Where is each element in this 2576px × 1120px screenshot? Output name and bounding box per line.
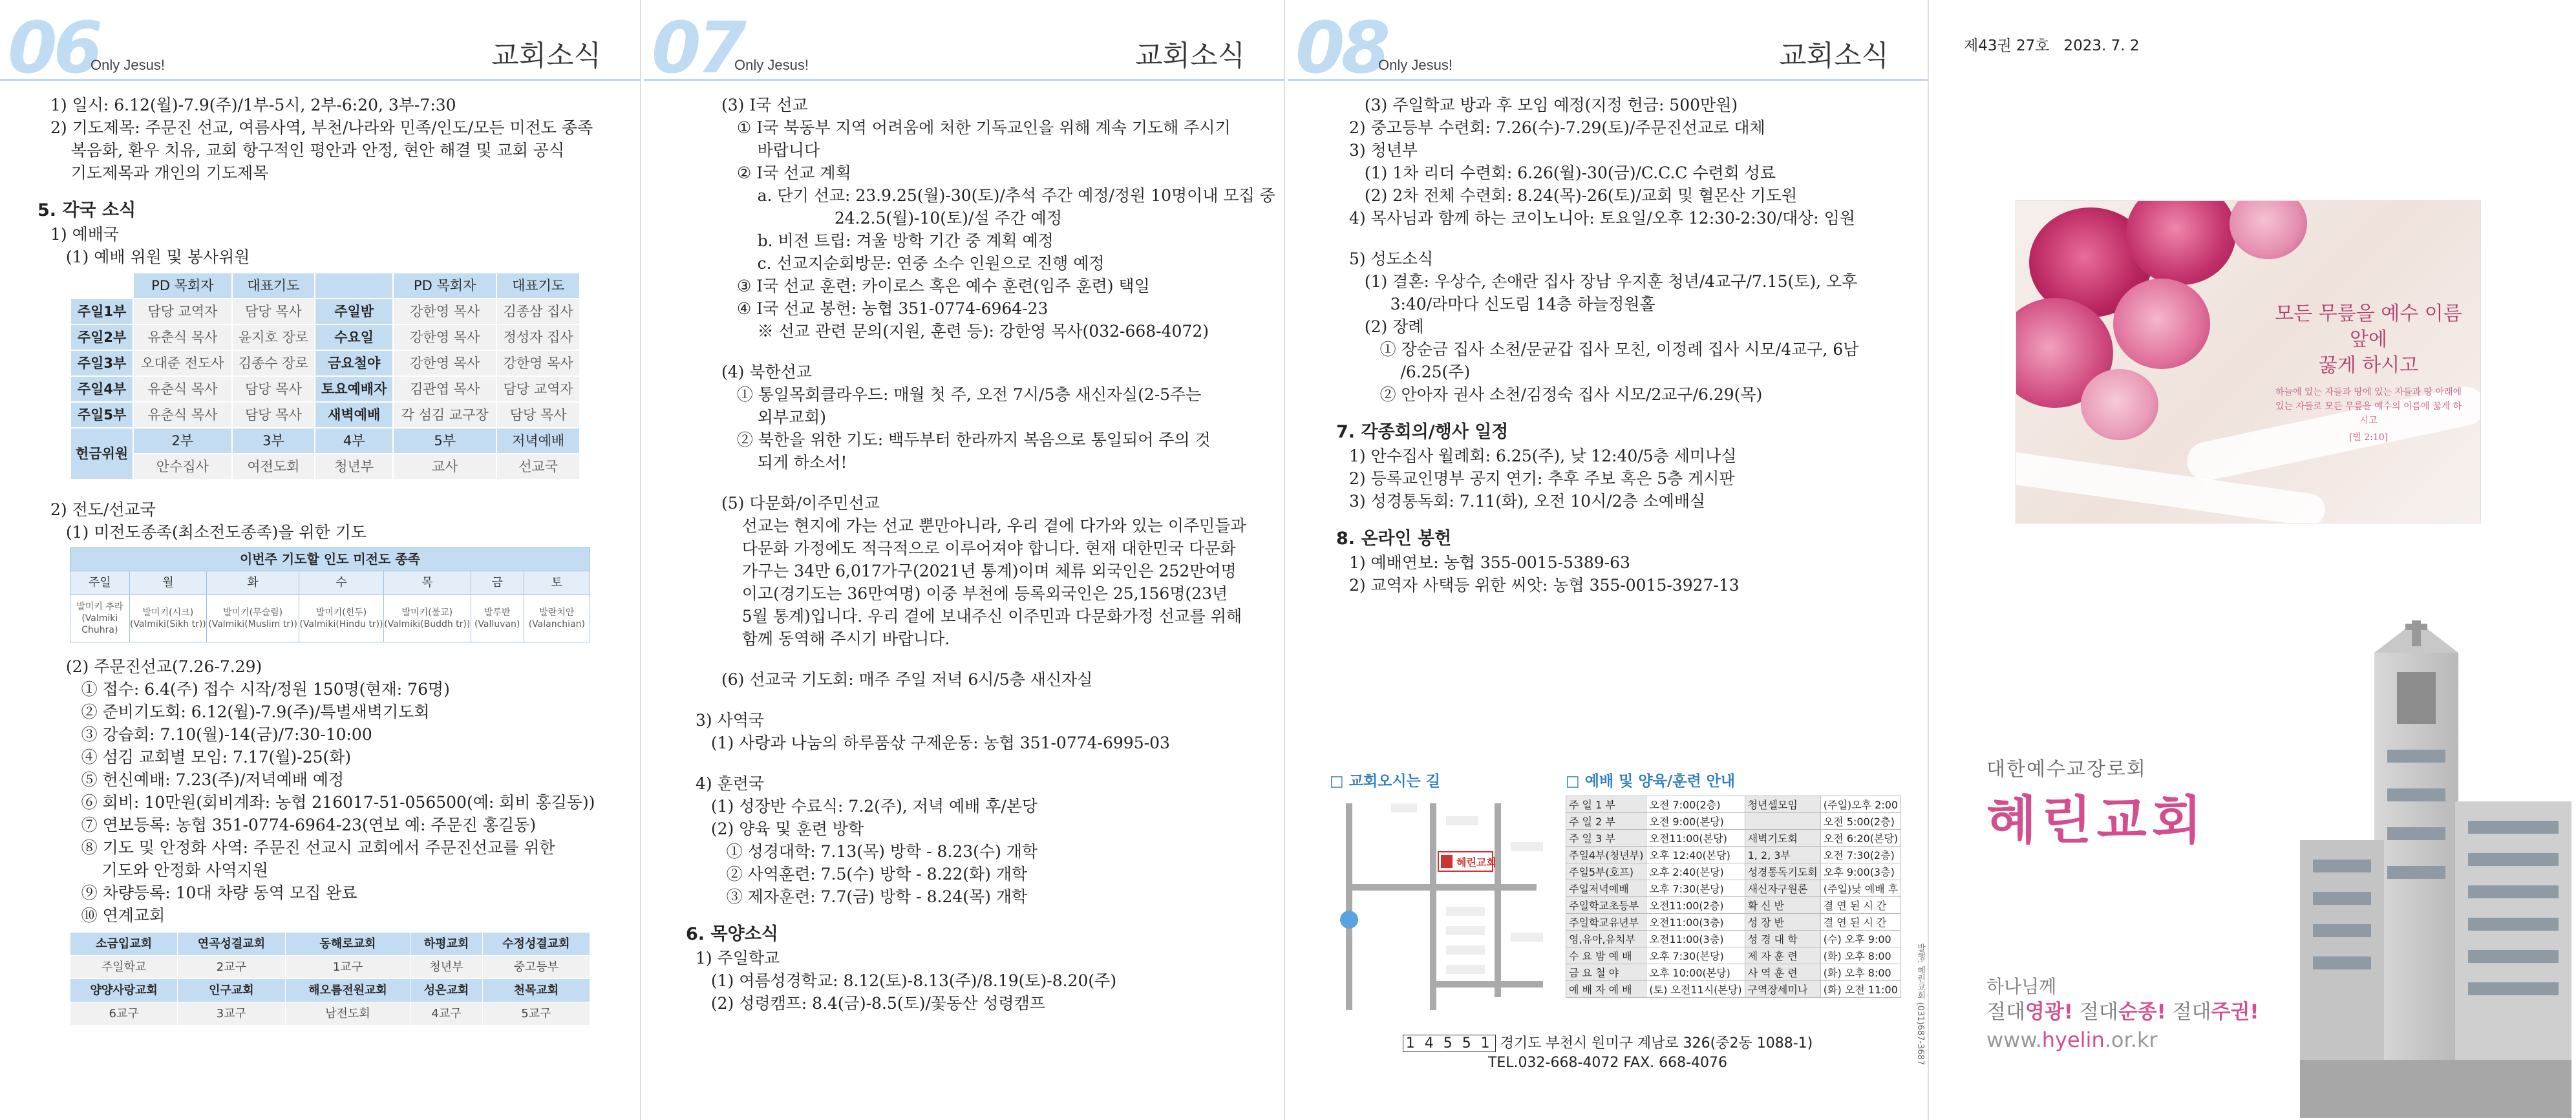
page-number: 08: [1295, 6, 1387, 89]
table-cell: 선교국: [496, 454, 580, 480]
table-cell: 연곡성결교회: [178, 933, 285, 956]
text-line: ② 북한을 위한 기도: 백두부터 한라까지 복음으로 통일되어 주의 것: [721, 430, 1211, 449]
text-line: ③ 제자훈련: 7.7(금) 방학 - 8.24(목) 개학: [696, 887, 1028, 906]
table-cell: 3교구: [178, 1002, 285, 1026]
address-line: 경기도 부천시 원미구 계남로 326(중2동 1088-1): [1500, 1035, 1813, 1051]
table-row: [70, 454, 580, 480]
page-number: 06: [8, 6, 100, 89]
table-cell: 교사: [393, 454, 496, 480]
cover-photo: [2016, 200, 2481, 523]
page-08: [1288, 0, 1929, 1120]
table-cell: 중고등부: [482, 956, 590, 979]
table-cell: 담당 목사: [496, 402, 580, 428]
table-header: 수: [299, 571, 384, 595]
section-heading: 6. 목양소식: [686, 924, 778, 944]
partner-church-table: [70, 932, 590, 1026]
text-line: 4) 훈련국: [696, 774, 765, 793]
row-label: 주일2부: [70, 324, 133, 350]
table-header: 토: [524, 571, 590, 595]
text-line: ③ I국 선교 훈련: 카이로스 혹은 예수 훈련(임주 훈련) 택일: [721, 277, 1150, 295]
schedule-row: [1566, 796, 1901, 813]
publisher-note: 발행: 혜린교회 (031)687-3687: [1915, 944, 1925, 1066]
text-line: 바랍니다: [721, 141, 820, 160]
schedule-cell: 오후 2:40(본당): [1646, 863, 1745, 880]
schedule-cell: 주 일 1 부: [1566, 796, 1646, 813]
page-07: [644, 0, 1285, 1120]
text-line: 5) 성도소식: [1349, 249, 1434, 268]
schedule-cell: 새신자구원론: [1745, 880, 1820, 897]
website-link[interactable]: [1986, 1028, 2158, 1052]
text-line: ④ I국 선교 봉헌: 농협 351-0774-6964-23: [721, 299, 1048, 318]
text-line: (6) 선교국 기도회: 매주 주일 저녁 6시/5층 새신자실: [721, 670, 1093, 689]
schedule-cell: (화) 오후 8:00: [1820, 964, 1900, 981]
row-label: 수요일: [315, 324, 393, 350]
table-header: 금: [471, 571, 524, 595]
schedule-cell: 오전 7:30(2층): [1820, 847, 1900, 863]
unreached-people-table: [70, 547, 590, 642]
schedule-row: [1566, 880, 1901, 897]
schedule-cell: 영,유아,유치부: [1566, 931, 1646, 947]
table-cell: 강한영 목사: [393, 324, 496, 350]
table-cell: 담당 목사: [232, 402, 315, 428]
text-line: ② I국 선교 계획: [721, 164, 851, 182]
slogan-word: 절대: [1986, 1000, 2025, 1024]
text-line: (2) 2차 전체 수련회: 8.24(목)-26(토)/교회 및 혈몬산 기도원: [1349, 186, 1798, 205]
schedule-cell: 오후 12:40(본당): [1646, 847, 1745, 863]
schedule-cell: (토) 오전11시(본당): [1646, 981, 1745, 998]
text-line: ③ 강습회: 7.10(월)-14(금)/7:30-10:00: [50, 725, 372, 744]
schedule-cell: [1745, 813, 1820, 830]
table-cell: 발미키(무슬림)(Valmiki(Muslim tr)): [207, 595, 299, 642]
church-name: 혜린교회: [1986, 790, 2208, 851]
cover-page: [1932, 0, 2576, 1120]
slogan-emphasis: 주권!: [2211, 1000, 2259, 1024]
text-line: (1) 예배 위원 및 봉사위원: [50, 248, 250, 266]
schedule-cell: 주일학교유년부: [1566, 914, 1646, 931]
table-header: 월: [129, 571, 207, 595]
schedule-cell: 오후 7:30(본당): [1646, 880, 1745, 897]
table-cell: 인구교회: [178, 979, 285, 1002]
schedule-cell: 오전11:00(2층): [1646, 897, 1745, 914]
schedule-cell: (주일)낮 예배 후: [1820, 880, 1900, 897]
text-line: (1) 1차 리더 수련회: 6.26(월)-30(금)/C.C.C 수련회 성료: [1349, 164, 1776, 182]
table-header: PD 목회자: [393, 273, 496, 299]
table-cell: 유춘식 목사: [133, 324, 231, 350]
text-line: /6.25(주): [1349, 363, 1471, 381]
schedule-cell: 예 배 자 예 배: [1566, 981, 1646, 998]
text-line: (3) I국 선교: [721, 96, 808, 114]
text-line: 가구는 34만 6,017가구(2021년 통계)이며 체류 외국인은 252만여명: [721, 562, 1237, 580]
text-line: 2) 등록교인명부 공지 연기: 추후 주보 혹은 5층 게시판: [1349, 469, 1735, 488]
text-line: ② 안아자 권사 소천/김정숙 집사 시모/2교구/6.29(목): [1349, 385, 1763, 404]
schedule-cell: (주일)오후 2:00: [1820, 796, 1900, 813]
text-line: (1) 여름성경학교: 8.12(토)-8.13(주)/8.19(토)-8.20(주): [696, 971, 1117, 990]
schedule-cell: 새벽기도회: [1745, 830, 1820, 847]
zip-code: 1 4 5 5 1: [1403, 1035, 1496, 1052]
text-line: (1) 사랑과 나눔의 하루품삯 구제운동: 농협 351-0774-6995-03: [696, 734, 1170, 752]
schedule-row: [1566, 897, 1901, 914]
schedule-row: [1566, 931, 1901, 947]
table-cell: 강한영 목사: [496, 350, 580, 376]
table-cell: 해오름전원교회: [285, 979, 410, 1002]
schedule-row: [1566, 964, 1901, 981]
verse-body: 하늘에 있는 자들과 땅에 있는 자들과 땅 아래에 있는 자들로 모든 무릎을 예수의 이름에 꿇게 하시고: [2275, 387, 2462, 426]
table-cell: 동해로교회: [285, 933, 410, 956]
table-cell: 남전도회: [285, 1002, 410, 1026]
schedule-cell: 주 일 2 부: [1566, 813, 1646, 830]
text-line: ② 준비기도회: 6.12(월)-7.9(주)/특별새벽기도회: [50, 703, 430, 721]
table-cell: 발루반(Valluvan): [471, 595, 524, 642]
schedule-cell: 결 연 된 시 간: [1820, 914, 1900, 931]
text-line: ⑤ 헌신예배: 7.23(주)/저녁예배 예정: [50, 770, 345, 789]
text-line: 이고(경기도는 36만여명) 이중 부천에 등록외국인은 25,156명(23년: [721, 584, 1228, 603]
text-line: ※ 선교 관련 문의(지원, 훈련 등): 강한영 목사(032-668-4072): [721, 322, 1209, 341]
text-line: ① 성경대학: 7.13(목) 방학 - 8.23(수) 개학: [696, 842, 1038, 861]
table-cell: 담당 목사: [232, 376, 315, 402]
schedule-cell: 오후 7:30(본당): [1646, 947, 1745, 964]
schedule-row: [1566, 830, 1901, 847]
verse-line1: 모든 무릎을 예수 이름 앞에: [2275, 302, 2462, 351]
table-cell: 6교구: [70, 1002, 178, 1026]
text-line: (1) 미전도종족(최소전도종족)을 위한 기도: [50, 523, 367, 542]
page-title: 교회소식: [1778, 39, 1889, 72]
text-line: 2) 기도제목: 주문진 선교, 여름사역, 부천/나라와 민족/인도/모든 미전도 종족: [50, 118, 593, 137]
verse-reference: [빌 2:10]: [2348, 432, 2389, 443]
slogan-word: 절대: [2079, 1000, 2118, 1024]
worship-committee-table: [70, 272, 580, 480]
slogan-line2: [1986, 995, 2259, 1024]
table-cell: 발미키 추라(Valmiki Chuhra): [70, 595, 130, 642]
table-cell: 소금입교회: [70, 933, 178, 956]
text-line: 3) 성경통독회: 7.11(화), 오전 10시/2층 소예배실: [1349, 492, 1706, 511]
schedule-cell: 성 경 대 학: [1745, 931, 1820, 947]
text-line: (2) 주문진선교(7.26-7.29): [50, 657, 262, 676]
schedule-cell: 금 요 철 야: [1566, 964, 1646, 981]
page-06: [0, 0, 641, 1120]
page-body: [644, 94, 1284, 1015]
page-body: [0, 94, 640, 1026]
page-number: 07: [652, 6, 743, 89]
schedule-cell: 주일5부(호프): [1566, 863, 1646, 880]
church-address: [1288, 1034, 1928, 1073]
table-row: [70, 402, 580, 428]
text-line: ① 장순금 집사 소천/문균갑 집사 모친, 이정례 집사 시모/4교구, 6남: [1349, 340, 1859, 359]
text-line: 1) 안수집사 월례회: 6.25(주), 낮 12:40/5층 세미나실: [1349, 447, 1737, 465]
schedule-row: [1566, 914, 1901, 931]
row-label: 금요철야: [315, 350, 393, 376]
map-church-label: 혜린교회: [1456, 856, 1496, 869]
table-header: 목: [383, 571, 471, 595]
schedule-cell: 구역장세미나: [1745, 981, 1820, 998]
schedule-cell: 결 연 된 시 간: [1820, 897, 1900, 914]
table-caption: 이번주 기도할 인도 미전도 종족: [70, 548, 590, 571]
schedule-cell: 성 장 반: [1745, 914, 1820, 931]
table-row: [70, 324, 580, 350]
denomination: 대한예수교장로회: [1986, 758, 2147, 781]
schedule-cell: 1, 2, 3부: [1745, 847, 1820, 863]
text-line: (3) 주일학교 방과 후 모임 예정(지정 헌금: 500만원): [1349, 96, 1738, 114]
verse-line2: 꿇게 하시고: [2318, 354, 2419, 377]
text-line: 복음화, 환우 치유, 교회 항구적인 평안과 안정, 현안 해결 및 교회 공식: [50, 141, 565, 160]
schedule-row: [1566, 981, 1901, 998]
header-tagline: Only Jesus!: [90, 57, 165, 73]
table-cell: 주일학교: [70, 956, 178, 979]
header-tagline: Only Jesus!: [734, 57, 809, 73]
table-cell: 5부: [393, 428, 496, 454]
map-heading: □ 교회오시는 길: [1330, 773, 1441, 790]
section-heading: 8. 온라인 봉헌: [1336, 529, 1452, 549]
table-cell: 오대준 전도사: [133, 350, 231, 376]
schedule-row: [1566, 947, 1901, 964]
table-cell: 강한영 목사: [393, 299, 496, 324]
worship-schedule: [1566, 769, 1899, 998]
text-line: ⑨ 차량등록: 10대 차량 동역 모집 완료: [50, 883, 357, 902]
text-line: b. 비전 트립: 겨울 방학 기간 중 계획 예정: [721, 231, 1054, 250]
schedule-cell: 사 역 훈 련: [1745, 964, 1820, 981]
text-line: 3) 청년부: [1349, 141, 1418, 160]
text-line: (5) 다문화/이주민선교: [721, 494, 880, 512]
text-line: a. 단기 선교: 23.9.25(월)-30(토)/추석 주간 예정/정원 10명이내 모집 중: [721, 186, 1275, 205]
text-line: (2) 성령캠프: 8.4(금)-8.5(토)/꽃동산 성령캠프: [696, 994, 1045, 1013]
table-cell: 담당 교역자: [133, 299, 231, 324]
table-cell: 담당 목사: [232, 299, 315, 324]
row-label: 토요예배자: [315, 376, 393, 402]
table-cell: 각 섬김 교구장: [393, 402, 496, 428]
slogan-word: 절대: [2172, 1000, 2211, 1024]
table-header: 주일: [70, 571, 130, 595]
text-line: ④ 섬김 교회별 모임: 7.17(월)-25(화): [50, 748, 352, 766]
text-line: ⑦ 연보등록: 농협 351-0774-6964-23(연보 예: 주문진 홍길동): [50, 816, 537, 834]
schedule-row: [1566, 847, 1901, 863]
text-line: 24.2.5(월)-10(토)/설 주간 예정: [721, 209, 1062, 227]
text-line: 다문화 가정에도 적극적으로 이루어져야 합니다. 현재 대한민국 다문화: [721, 539, 1236, 558]
page-header: [0, 0, 640, 89]
table-cell: 2부: [133, 428, 231, 454]
page-title: 교회소식: [491, 39, 601, 72]
text-line: 2) 전도/선교국: [50, 500, 156, 519]
text-line: ⑧ 기도 및 안정화 사역: 주문진 선교시 교회에서 주문진선교를 위한: [50, 838, 555, 857]
table-cell: 성은교회: [410, 979, 482, 1002]
table-cell: 여전도회: [232, 454, 315, 480]
table-cell: 정성자 집사: [496, 324, 580, 350]
text-line: ① I국 북동부 지역 어려움에 처한 기독교인을 위해 계속 기도해 주시기: [721, 118, 1231, 137]
text-line: ② 사역훈련: 7.5(수) 방학 - 8.22(화) 개학: [696, 865, 1028, 883]
table-cell: 청년부: [315, 454, 393, 480]
schedule-cell: 오전 7:00(2층): [1646, 796, 1745, 813]
text-line: 2) 중고등부 수련회: 7.26(수)-7.29(토)/주문진선교로 대체: [1349, 118, 1765, 137]
text-line: 함께 동역해 주시기 바랍니다.: [721, 629, 950, 648]
text-line: 되게 하소서!: [721, 453, 847, 472]
table-cell: 양양사랑교회: [70, 979, 178, 1002]
issue-info: 제43권 27호 2023. 7. 2: [1964, 37, 2140, 54]
table-cell: 윤지호 장로: [232, 324, 315, 350]
table-cell: 발란치안(Valanchian): [524, 595, 590, 642]
slogan-emphasis: 영광!: [2025, 1000, 2073, 1024]
schedule-cell: 주일4부(청년부): [1566, 847, 1646, 863]
table-cell: 5교구: [482, 1002, 590, 1026]
text-line: (2) 양육 및 훈련 방학: [696, 819, 864, 838]
row-label: 헌금위원: [70, 428, 133, 480]
text-line: ⑩ 연계교회: [50, 906, 165, 925]
table-cell: 유춘식 목사: [133, 402, 231, 428]
text-line: 1) 주일학교: [696, 949, 780, 967]
table-cell: 천목교회: [482, 979, 590, 1002]
table-header: [315, 273, 393, 299]
text-line: 기도제목과 개인의 기도제목: [50, 164, 269, 182]
schedule-cell: 주 일 3 부: [1566, 830, 1646, 847]
table-cell: 유춘식 목사: [133, 376, 231, 402]
web-domain: hyelin: [2041, 1028, 2105, 1052]
page-header: [1288, 0, 1928, 89]
text-line: 3) 사역국: [696, 711, 765, 730]
schedule-cell: (화) 오전 11:00: [1820, 981, 1900, 998]
table-cell: 2교구: [178, 956, 285, 979]
table-row: [70, 428, 580, 454]
slogan-emphasis: 순종!: [2118, 1000, 2166, 1024]
schedule-cell: (수) 오후 9:00: [1820, 931, 1900, 947]
table-cell: 김종수 장로: [232, 350, 315, 376]
text-line: (1) 결혼: 우상수, 손애란 집사 장남 우지훈 청년/4교구/7.15(토), 오후: [1349, 272, 1858, 291]
section-heading: 7. 각종회의/행사 일정: [1336, 422, 1509, 442]
text-line: (4) 북한선교: [721, 363, 812, 381]
row-label: 주일밤: [315, 299, 393, 324]
table-cell: 발미키(불교)(Valmiki(Buddh tr)): [383, 595, 471, 642]
table-header: 대표기도: [496, 273, 580, 299]
slogan-line1: 하나님께: [1986, 976, 2057, 997]
schedule-cell: 오전11:00(3층): [1646, 931, 1745, 947]
section-heading: 5. 각국 소식: [37, 200, 136, 220]
schedule-cell: 수 요 밤 예 배: [1566, 947, 1646, 964]
text-line: 4) 목사님과 함께 하는 코이노니아: 토요일/오후 12:30-2:30/대상: 임원: [1349, 209, 1855, 227]
text-line: ⑥ 회비: 10만원(회비계좌: 농협 216017-51-056500(예: 회비 홍길동)): [50, 793, 595, 812]
table-cell: 청년부: [410, 956, 482, 979]
table-cell: 하평교회: [410, 933, 482, 956]
schedule-cell: 오전 5:00(2층): [1820, 813, 1900, 830]
table-cell: [70, 273, 133, 299]
text-line: (2) 장례: [1349, 317, 1424, 336]
location-map: [1330, 769, 1562, 1021]
text-line: 선교는 현지에 가는 선교 뿐만아니라, 우리 곁에 다가와 있는 이주민들과: [721, 516, 1246, 535]
table-cell: 1교구: [285, 956, 410, 979]
table-cell: 4부: [315, 428, 393, 454]
text-line: 1) 일시: 6.12(월)-7.9(주)/1부-5시, 2부-6:20, 3부-7:30: [50, 96, 456, 114]
table-row: [70, 350, 580, 376]
schedule-cell: 오후 10:00(본당): [1646, 964, 1745, 981]
schedule-row: [1566, 813, 1901, 830]
text-line: 5월 통계)입니다. 우리 곁에 보내주신 이주민과 다문화가정 선교를 위해: [721, 607, 1242, 626]
schedule-cell: 오전 6:20(본당): [1820, 830, 1900, 847]
table-cell: 김관엽 목사: [393, 376, 496, 402]
phone-line: TEL.032-668-4072 FAX. 668-4076: [1487, 1055, 1728, 1071]
header-tagline: Only Jesus!: [1378, 57, 1453, 73]
text-line: ① 접수: 6.4(주) 접수 시작/정원 150명(현재: 76명): [50, 680, 450, 699]
table-cell: 수정성결교회: [482, 933, 590, 956]
schedule-heading: □ 예배 및 양육/훈련 안내: [1566, 773, 1736, 790]
table-cell: 4교구: [410, 1002, 482, 1026]
table-cell: 강한영 목사: [393, 350, 496, 376]
schedule-cell: 주일학교초등부: [1566, 897, 1646, 914]
schedule-cell: 확 신 반: [1745, 897, 1820, 914]
table-row: [70, 299, 580, 324]
schedule-cell: 청년셀모임: [1745, 796, 1820, 813]
table-cell: 3부: [232, 428, 315, 454]
text-line: 외부교회): [721, 408, 826, 427]
table-row: [70, 376, 580, 402]
table-cell: 김종삼 집사: [496, 299, 580, 324]
schedule-cell: 성경통독기도회: [1745, 863, 1820, 880]
row-label: 주일3부: [70, 350, 133, 376]
row-label: 주일4부: [70, 376, 133, 402]
schedule-cell: 오전11:00(본당): [1646, 830, 1745, 847]
schedule-cell: 주일저녁예배: [1566, 880, 1646, 897]
text-line: 1) 예배연보: 농협 355-0015-5389-63: [1349, 553, 1630, 572]
schedule-table: [1566, 796, 1901, 998]
page-body: [1288, 94, 1928, 597]
text-line: 1) 예배국: [50, 225, 120, 244]
cover-verse: [2275, 301, 2462, 443]
table-header: 대표기도: [232, 273, 315, 299]
schedule-cell: (화) 오후 8:00: [1820, 947, 1900, 964]
schedule-cell: 오후 9:00(3층): [1820, 863, 1900, 880]
table-header: PD 목회자: [133, 273, 231, 299]
church-building-image: [2300, 620, 2571, 1118]
row-label: 주일1부: [70, 299, 133, 324]
text-line: 기도와 안정화 사역지원: [50, 861, 268, 880]
table-cell: 발미키(시크)(Valmiki(Sikh tr)): [129, 595, 207, 642]
table-cell: 저녁예배: [496, 428, 580, 454]
schedule-cell: 제 자 훈 련: [1745, 947, 1820, 964]
text-line: 3:40/라마다 신도림 14층 하늘정원홀: [1349, 295, 1655, 313]
web-part: .or.kr: [2104, 1028, 2158, 1052]
text-line: ① 통일목회클라우드: 매월 첫 주, 오전 7시/5층 새신자실(2-5주는: [721, 385, 1202, 404]
page-header: [644, 0, 1284, 89]
row-label: 새벽예배: [315, 402, 393, 428]
table-cell: 담당 교역자: [496, 376, 580, 402]
schedule-cell: 오전 9:00(본당): [1646, 813, 1745, 830]
page-title: 교회소식: [1134, 39, 1245, 72]
schedule-row: [1566, 863, 1901, 880]
table-cell: 발미키(힌두)(Valmiki(Hindu tr)): [299, 595, 384, 642]
row-label: 주일5부: [70, 402, 133, 428]
text-line: 2) 교역자 사택등 위한 씨앗: 농협 355-0015-3927-13: [1349, 576, 1740, 595]
text-line: c. 선교지순회방문: 연중 소수 인원으로 진행 예정: [721, 254, 1105, 273]
table-cell: 안수집사: [133, 454, 231, 480]
web-part: www.: [1986, 1028, 2042, 1052]
map-graphic: [1330, 790, 1562, 1017]
table-header: 화: [207, 571, 299, 595]
schedule-cell: 오전11:00(3층): [1646, 914, 1745, 931]
text-line: (1) 성장반 수료식: 7.2(주), 저녁 예배 후/본당: [696, 797, 1038, 816]
